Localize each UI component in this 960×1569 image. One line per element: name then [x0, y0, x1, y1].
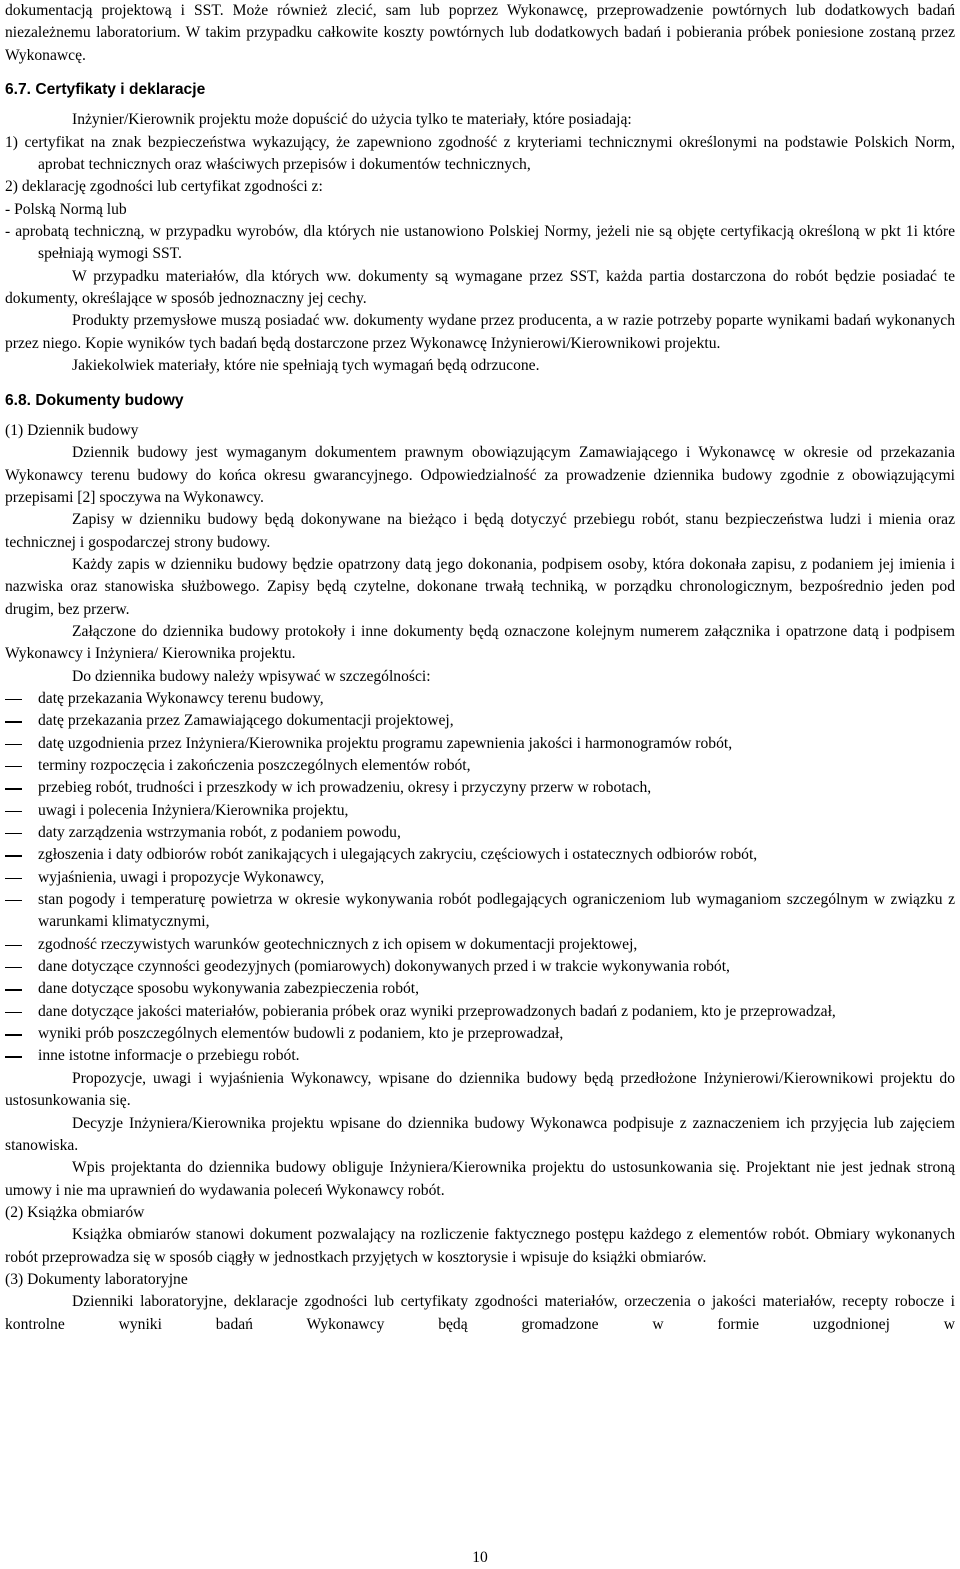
dash-bullet — [5, 1056, 22, 1057]
list-item: zgodność rzeczywistych warunków geotechnicznych z ich opisem w dokumentacji projektowej, — [5, 934, 955, 956]
dash-bullet — [5, 788, 22, 789]
dash-bullet — [5, 699, 22, 700]
s67-item-4: - aprobatą techniczną, w przypadku wyrobów, dla których nie ustanowiono Polskiej Normy, jeżeli nie są objęte certyfikacją określoną w pkt 1i które spełniają wymogi SST. — [5, 223, 955, 263]
list-item: uwagi i polecenia Inżyniera/Kierownika projektu, — [5, 800, 955, 822]
dash-bullet — [5, 744, 22, 745]
subsection-dziennik-budowy: (1) Dziennik budowy — [5, 421, 139, 439]
dash-bullet — [5, 811, 22, 812]
subsection-dokumenty-laboratoryjne: (3) Dokumenty laboratoryjne — [5, 1270, 188, 1288]
dash-bullet — [5, 766, 22, 767]
dash-bullet — [5, 1034, 22, 1035]
s67-paragraph: W przypadku materiałów, dla których ww. dokumenty są wymagane przez SST, każda partia dostarczona do robót będzie posiadać te dokumenty, określające w sposób jednoznaczny jej cechy. — [5, 267, 955, 308]
dash-bullet — [5, 721, 22, 722]
s67-item-1: 1) certyfikat na znak bezpieczeństwa wykazujący, że zapewniono zgodność z kryteriami technicznymi określonymi na podstawie Polskich Norm, aprobat technicznych oraz właściwych przepisów i dokumentów technicznych, — [5, 133, 955, 174]
section-heading-6-8: 6.8. Dokumenty budowy — [5, 391, 184, 409]
dash-bullet — [5, 967, 22, 968]
dash-bullet — [5, 989, 22, 990]
dash-bullet — [5, 833, 22, 834]
top-paragraph: dokumentacją projektową i SST. Może również zlecić, sam lub poprzez Wykonawcę, przeprowadzenie powtórnych lub dodatkowych badań niezależnemu laboratorium. W takim przypadku całkowite koszty powtórnych lub dodatkowych badań i pobierania próbek poniesione zostaną przez Wykonawcę. — [5, 2, 955, 64]
dziennik-entries-list — [5, 688, 955, 1068]
s68-paragraph: Wpis projektanta do dziennika budowy obliguje Inżyniera/Kierownika projektu do ustosunkowania się. Projektant nie jest jednak stroną umowy i nie ma uprawnień do wydawania poleceń Wykonawcy robót. — [5, 1159, 955, 1199]
dash-bullet — [5, 878, 22, 879]
s67-paragraph: Produkty przemysłowe muszą posiadać ww. dokumenty wydane przez producenta, a w razie potrzeby poparte wynikami badań wykonanych przez niego. Kopie wyników tych badań będą dostarczone przez Wykonawcę Inżynierowi/Kierownikowi projektu. — [5, 312, 955, 352]
document-page — [5, 0, 955, 1336]
list-item: dane dotyczące czynności geodezyjnych (pomiarowych) dokonywanych przed i w trakcie wykonywania robót, — [5, 956, 955, 978]
list-item: dane dotyczące jakości materiałów, pobierania próbek oraz wyniki przeprowadzonych badań z podaniem, kto je przeprowadzał, — [5, 1001, 955, 1023]
dash-bullet — [5, 1012, 22, 1013]
list-item: zgłoszenia i daty odbiorów robót zanikających i ulegających zakryciu, częściowych i ostatecznych odbiorów robót, — [5, 844, 955, 866]
s68-paragraph: Każdy zapis w dzienniku budowy będzie opatrzony datą jego dokonania, podpisem osoby, która dokonała zapisu, z podaniem jej imienia i nazwiska oraz stanowiska służbowego. Zapisy będą czytelne, dokonane trwałą techniką, w porządku chronologicznym, bezpośrednio jeden pod drugim, bez przerw. — [5, 555, 955, 618]
list-item: dane dotyczące sposobu wykonywania zabezpieczenia robót, — [5, 978, 955, 1000]
dash-bullet — [5, 855, 22, 856]
s68-paragraph: Decyzje Inżyniera/Kierownika projektu wpisane do dziennika budowy Wykonawca podpisuje z zaznaczeniem ich przyjęcia lub zajęciem stanowiska. — [5, 1114, 955, 1154]
list-item: terminy rozpoczęcia i zakończenia poszczególnych elementów robót, — [5, 755, 955, 777]
s68-paragraph: Książka obmiarów stanowi dokument pozwalający na rozliczenie faktycznego postępu każdego z elementów robót. Obmiary wykonanych robót przeprowadza się w sposób ciągły w jednostkach przyjętych w kosztorysie i wpisuje do książki obmiarów. — [5, 1226, 955, 1266]
list-item: przebieg robót, trudności i przeszkody w ich prowadzeniu, okresy i przyczyny przerw w robotach, — [5, 777, 955, 799]
dash-bullet — [5, 945, 22, 946]
list-item: daty zarządzenia wstrzymania robót, z podaniem powodu, — [5, 822, 955, 844]
dash-bullet — [5, 900, 22, 901]
s68-paragraph: Dziennik budowy jest wymaganym dokumentem prawnym obowiązującym Zamawiającego i Wykonawcę w okresie od przekazania Wykonawcy terenu budowy do końca okresu gwarancyjnego. Odpowiedzialność za prowadzenie dziennika budowy zgodnie z obowiązującymi przepisami [2] spoczywa na Wykonawcy. — [5, 444, 955, 506]
s68-paragraph: Do dziennika budowy należy wpisywać w szczególności: — [72, 667, 431, 685]
s68-paragraph: Propozycje, uwagi i wyjaśnienia Wykonawcy, wpisane do dziennika budowy będą przedłożone Inżynierowi/Kierownikowi projektu do ustosunkowania się. — [5, 1069, 955, 1110]
s68-paragraph: Zapisy w dzienniku budowy będą dokonywane na bieżąco i będą dotyczyć przebiegu robót, stanu bezpieczeństwa ludzi i mienia oraz technicznej i gospodarczej strony budowy. — [5, 511, 955, 551]
section-heading-6-7: 6.7. Certyfikaty i deklaracje — [5, 81, 206, 99]
list-item: wyniki prób poszczególnych elementów budowli z podaniem, kto je przeprowadzał, — [5, 1023, 955, 1045]
list-item: wyjaśnienia, uwagi i propozycje Wykonawcy, — [5, 867, 955, 889]
s68-paragraph: Dzienniki laboratoryjne, deklaracje zgodności lub certyfikaty zgodności materiałów, orzeczenia o jakości materiałów, recepty robocze i kontrolne wyniki badań Wykonawcy będą gromadzone w formie uzgodnionej w — [5, 1293, 955, 1333]
list-item: stan pogody i temperaturę powietrza w okresie wykonywania robót podlegających ograniczeniom lub wymaganiom szczególnym w związku z warunkami klimatycznymi, — [5, 889, 955, 934]
s67-intro: Inżynier/Kierownik projektu może dopuścić do użycia tylko te materiały, które posiadają: — [72, 111, 632, 129]
subsection-ksiazka-obmiarow: (2) Książka obmiarów — [5, 1203, 145, 1221]
list-item: datę uzgodnienia przez Inżyniera/Kierownika projektu programu zapewnienia jakości i harmonogramów robót, — [5, 733, 955, 755]
page-number: 10 — [472, 1549, 488, 1566]
list-item: inne istotne informacje o przebiegu robót. — [5, 1045, 955, 1067]
s67-paragraph: Jakiekolwiek materiały, które nie spełniają tych wymagań będą odrzucone. — [72, 357, 540, 375]
list-item: datę przekazania Wykonawcy terenu budowy, — [5, 688, 955, 710]
s67-item-2: 2) deklarację zgodności lub certyfikat zgodności z: — [5, 178, 323, 196]
s67-item-3: - Polską Normą lub — [5, 200, 127, 218]
s68-paragraph: Załączone do dziennika budowy protokoły i inne dokumenty będą oznaczone kolejnym numerem załącznika i opatrzone datą i podpisem Wykonawcy i Inżyniera/ Kierownika projektu. — [5, 622, 955, 663]
list-item: datę przekazania przez Zamawiającego dokumentacji projektowej, — [5, 710, 955, 732]
